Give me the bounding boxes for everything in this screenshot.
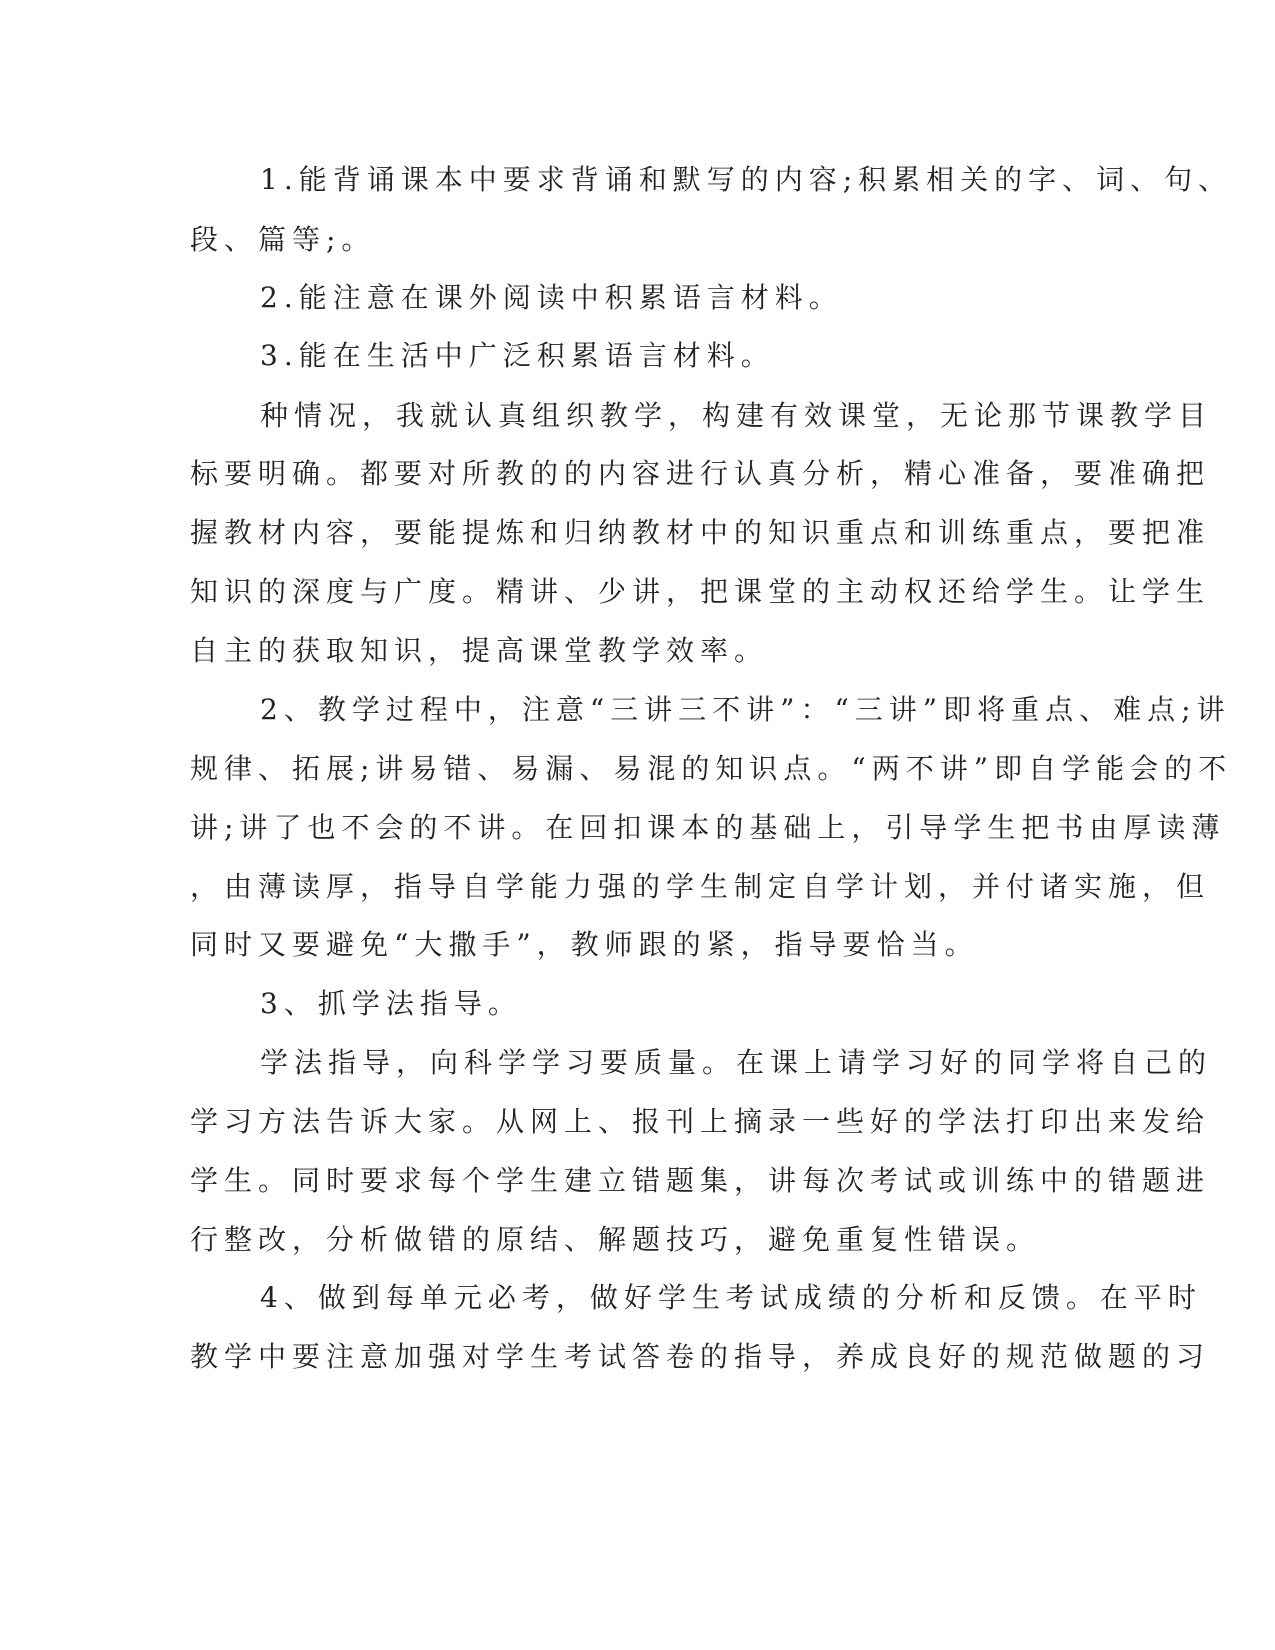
text-line: 自主的获取知识，提高课堂教学效率。 [190,634,769,667]
text-line: 段、篇等;。 [190,223,376,256]
text-line: 学法指导，向科学学习要质量。在课上请学习好的同学将自己的 [260,1046,1213,1079]
text-line: 种情况，我就认真组织教学，构建有效课堂，无论那节课教学目 [260,399,1213,432]
text-line: 学生。同时要求每个学生建立错题集，讲每次考试或训练中的错题进 [190,1164,1211,1197]
text-line: 3、抓学法指导。 [260,987,522,1020]
text-line: 行整改，分析做错的原结、解题技巧，避免重复性错误。 [190,1223,1041,1256]
text-line: 4、做到每单元必考，做好学生考试成绩的分析和反馈。在平时 [260,1281,1202,1314]
text-line: 2、教学过程中，注意“三讲三不讲”：“三讲”即将重点、难点;讲 [260,693,1231,726]
text-line: 同时又要避免“大撒手”，教师跟的紧，指导要恰当。 [190,928,979,961]
text-line: 知识的深度与广度。精讲、少讲，把课堂的主动权还给学生。让学生 [190,575,1211,608]
text-line: 2.能注意在课外阅读中积累语言材料。 [260,281,843,314]
text-line: 标要明确。都要对所教的的内容进行认真分析，精心准备，要准确把 [190,457,1211,490]
text-line: 学习方法告诉大家。从网上、报刊上摘录一些好的学法打印出来发给 [190,1105,1211,1138]
text-line: 教学中要注意加强对学生考试答卷的指导，养成良好的规范做题的习 [190,1340,1211,1373]
text-line: 规律、拓展;讲易错、易漏、易混的知识点。“两不讲”即自学能会的不 [190,752,1233,785]
text-line: ，由薄读厚，指导自学能力强的学生制定自学计划，并付诸实施，但 [190,870,1211,903]
text-line: 1.能背诵课本中要求背诵和默写的内容;积累相关的字、词、句、 [260,163,1233,196]
text-line: 3.能在生活中广泛积累语言材料。 [260,339,775,372]
text-line: 讲;讲了也不会的不讲。在回扣课本的基础上，引导学生把书由厚读薄 [190,811,1226,844]
text-line: 握教材内容，要能提炼和归纳教材中的知识重点和训练重点，要把准 [190,516,1211,549]
